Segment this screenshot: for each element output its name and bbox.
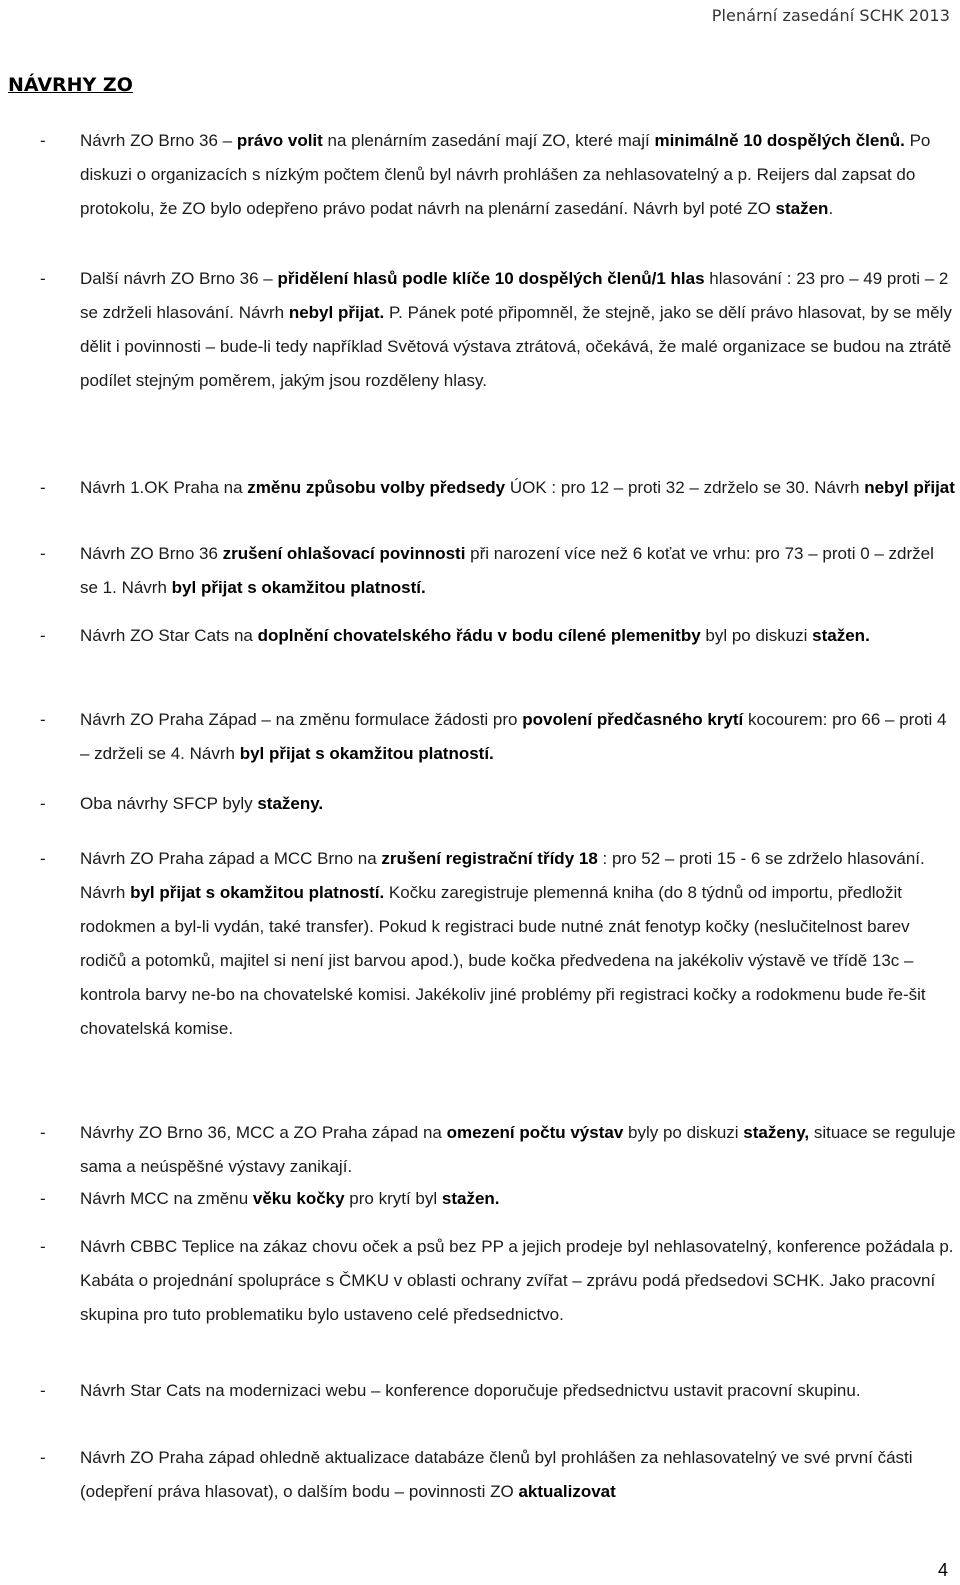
- bold-text: věku kočky: [252, 1189, 345, 1208]
- proposal-item: [40, 262, 956, 398]
- bold-text: stažen.: [812, 626, 870, 645]
- bold-text: zrušení ohlašovací povinnosti: [222, 544, 466, 563]
- running-header: Plenární zasedání SCHK 2013: [711, 6, 950, 25]
- list-dash: -: [40, 544, 46, 563]
- proposal-item: [40, 703, 956, 771]
- bold-text: doplnění chovatelského řádu v bodu cílené plemenitby: [257, 626, 701, 645]
- text-segment: P. Pánek poté připomněl, že stejně, jako se dělí právo hlasovat, by se měly dělit i povinnosti – bude-li tedy například Světová výstava ztrátová, očekává, že malé organizace se budou na ztrátě podílet stejným poměrem, jakým jsou rozděleny hlasy.: [80, 303, 952, 390]
- text-segment: Návrh MCC na změnu: [80, 1189, 253, 1208]
- list-dash: -: [40, 131, 46, 150]
- bold-text: stažen.: [441, 1189, 500, 1208]
- list-dash: -: [40, 1381, 46, 1400]
- text-segment: pro krytí byl: [344, 1189, 442, 1208]
- page-number: 4: [937, 1560, 948, 1580]
- text-segment: Návrh ZO Praha západ a MCC Brno na: [80, 849, 382, 868]
- text-segment: hlasování : 23 pro – 49 proti – 2 se zdrželi hlasování. Návrh: [80, 269, 949, 322]
- proposal-item: [40, 1230, 956, 1332]
- text-segment: Návrh ZO Brno 36 –: [80, 131, 237, 150]
- text-segment: : pro 52 – proti 15 - 6 se zdrželo hlasování. Návrh: [80, 849, 925, 902]
- proposal-item: [40, 1374, 956, 1408]
- bold-text: staženy.: [257, 794, 324, 813]
- list-dash: -: [40, 1123, 46, 1142]
- text-segment: kocourem: pro 66 – proti 4 – zdrželi se 4. Návrh: [80, 710, 947, 763]
- proposal-item: [40, 619, 956, 653]
- bold-text: přidělení hlasů podle klíče 10 dospělých členů/1 hlas: [277, 269, 705, 288]
- text-segment: Návrh CBBC Teplice na zákaz chovu oček a psů bez PP a jejich prodeje byl nehlasovatelný, konference požádala p. Kabáta o projednání spolupráce s ČMKU v oblasti ochrany zvířat – zprávu podá předsedovi SCHK. Jako pracovní skupina pro tuto problematiku bylo ustaveno celé předsednictvo.: [80, 1237, 954, 1324]
- proposal-item: [40, 1441, 956, 1509]
- list-dash: -: [40, 269, 46, 288]
- text-segment: Návrh ZO Praha západ ohledně aktualizace databáze členů byl prohlášen za nehlasovatelný ve své první části (odepření práva hlasovat), o dalším bodu – povinnosti ZO: [80, 1448, 913, 1501]
- list-dash: -: [40, 1189, 46, 1208]
- proposal-item: [40, 124, 956, 226]
- bold-text: nebyl přijat: [864, 478, 955, 497]
- list-dash: -: [40, 710, 46, 729]
- proposal-item: [40, 787, 956, 821]
- list-dash: -: [40, 478, 46, 497]
- bold-text: stažen: [775, 199, 829, 218]
- text-segment: Oba návrhy SFCP byly: [80, 794, 258, 813]
- text-segment: Návrh ZO Praha Západ – na změnu formulace žádosti pro: [80, 710, 523, 729]
- list-dash: -: [40, 626, 46, 645]
- text-segment: situace se reguluje sama a neúspěšné výstavy zanikají.: [80, 1123, 956, 1176]
- bold-text: povolení předčasného krytí: [522, 710, 744, 729]
- bold-text: byl přijat s okamžitou platností.: [171, 578, 426, 597]
- proposal-item: [40, 1182, 956, 1216]
- proposal-item: [40, 842, 956, 1046]
- text-segment: byly po diskuzi: [623, 1123, 744, 1142]
- list-dash: -: [40, 1448, 46, 1467]
- proposal-item: [40, 537, 956, 605]
- bold-text: staženy,: [743, 1123, 810, 1142]
- text-segment: .: [828, 199, 834, 218]
- bold-text: aktualizovat: [518, 1482, 616, 1501]
- text-segment: Návrh Star Cats na modernizaci webu – konference doporučuje předsednictvu ustavit pracovní skupinu.: [80, 1381, 861, 1400]
- bold-text: nebyl přijat.: [288, 303, 385, 322]
- text-segment: Po diskuzi o organizacích s nízkým počtem členů byl návrh prohlášen za nehlasovatelný a p. Reijers dal zapsat do protokolu, že ZO bylo odepřeno právo podat návrh na plenární zasedání. Návrh byl poté ZO: [80, 131, 931, 218]
- section-title: NÁVRHY ZO: [8, 74, 133, 96]
- proposal-item: [40, 1116, 956, 1184]
- text-segment: byl po diskuzi: [700, 626, 813, 645]
- text-segment: Kočku zaregistruje plemenná kniha (do 8 týdnů od importu, předložit rodokmen a byl-li vydán, také transfer). Pokud k registraci bude nutné znát fenotyp kočky (neslučitelnost barev rodičů a potomků, majitel si není jist barvou apod.), bude kočka předvedena na jakékoliv výstavě ve třídě 13c – kontrola barvy ne-bo na chovatelské komisi. Jakékoliv jiné problémy při registraci kočky a rodokmenu bude ře-šit chovatelská komise.: [80, 883, 926, 1038]
- text-segment: Další návrh ZO Brno 36 –: [80, 269, 278, 288]
- bold-text: omezení počtu výstav: [446, 1123, 624, 1142]
- text-segment: Návrh ZO Star Cats na: [80, 626, 258, 645]
- bold-text: byl přijat s okamžitou platností.: [239, 744, 494, 763]
- text-segment: Návrh ZO Brno 36: [80, 544, 223, 563]
- text-segment: ÚOK : pro 12 – proti 32 – zdrželo se 30. Návrh: [505, 478, 865, 497]
- proposal-item: [40, 471, 956, 505]
- text-segment: Návrhy ZO Brno 36, MCC a ZO Praha západ na: [80, 1123, 447, 1142]
- bold-text: změnu způsobu volby předsedy: [247, 478, 506, 497]
- bold-text: zrušení registrační třídy 18: [381, 849, 598, 868]
- text-segment: na plenárním zasedání mají ZO, které mají: [322, 131, 655, 150]
- list-dash: -: [40, 794, 46, 813]
- bold-text: minimálně 10 dospělých členů.: [654, 131, 905, 150]
- list-dash: -: [40, 849, 46, 868]
- bold-text: byl přijat s okamžitou platností.: [130, 883, 385, 902]
- bold-text: právo volit: [236, 131, 323, 150]
- list-dash: -: [40, 1237, 46, 1256]
- text-segment: při narození více než 6 koťat ve vrhu: pro 73 – proti 0 – zdržel se 1. Návrh: [80, 544, 934, 597]
- text-segment: Návrh 1.OK Praha na: [80, 478, 248, 497]
